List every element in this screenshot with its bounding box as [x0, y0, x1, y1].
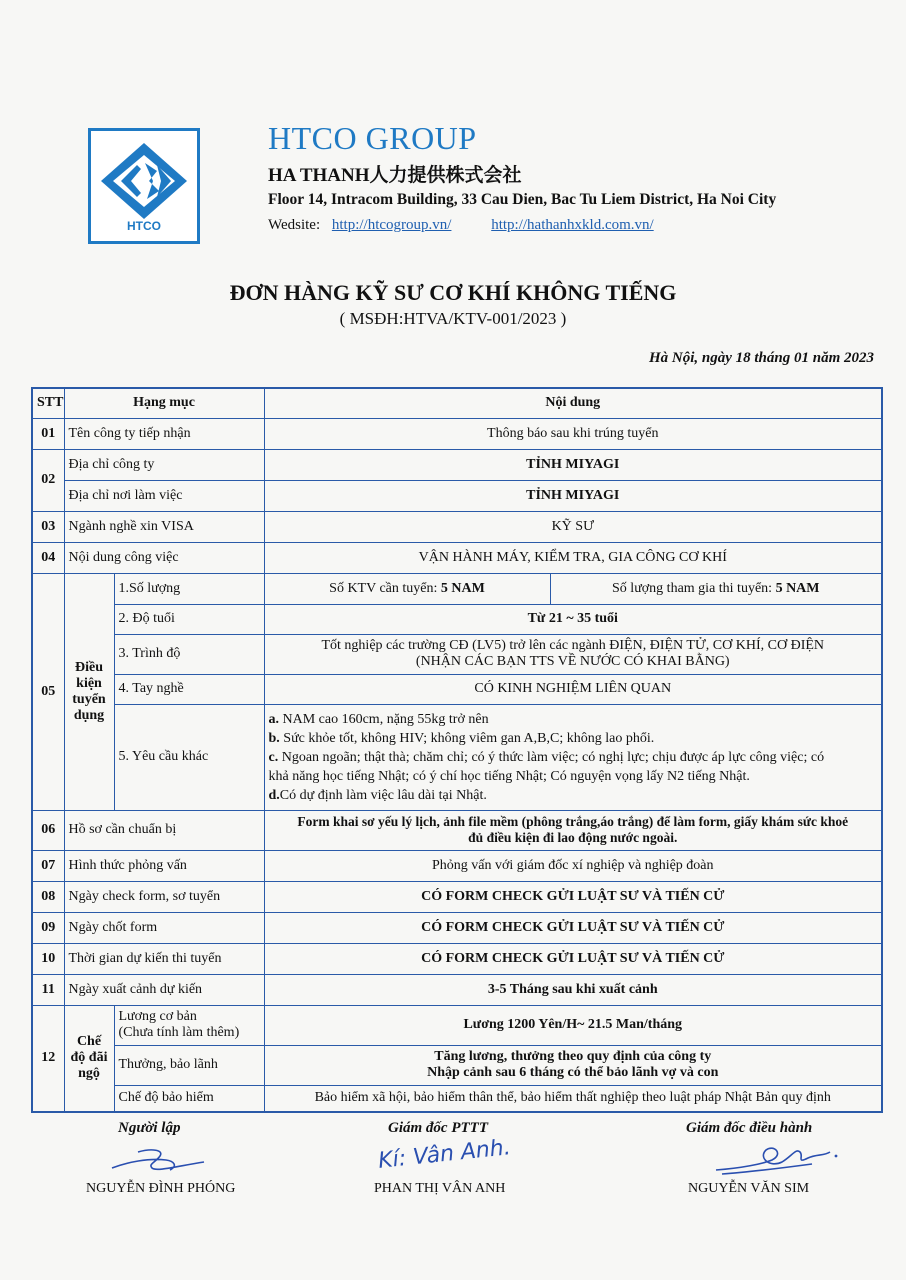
requirement-b-text: Sức khỏe tốt, không HIV; không viêm gan A,B,C; không lao phổi. — [279, 730, 655, 746]
row-label: Tên công ty tiếp nhận — [64, 418, 264, 449]
qty-exam-label: Số lượng tham gia thi tuyển: — [612, 580, 773, 596]
requirement-c-cont: khả năng học tiếng Nhật; có ý chí học tiếng Nhật; Có nguyện vọng lấy N2 tiếng Nhật. — [268, 768, 750, 784]
signature-1-image — [108, 1144, 218, 1180]
row-label: 5. Yêu cầu khác — [114, 704, 264, 810]
row-value: Từ 21 ~ 35 tuổi — [264, 604, 882, 634]
table-row — [32, 1085, 882, 1112]
row-label: 3. Trình độ — [114, 634, 264, 674]
company-subtitle: HA THANH人力提供株式会社 — [268, 165, 522, 186]
requirement-c-key: c. — [268, 749, 279, 765]
row-label: Ngày xuất cảnh dự kiến — [64, 974, 264, 1005]
table-row — [32, 810, 882, 850]
salary-label-2: (Chưa tính làm thêm) — [118, 1025, 240, 1040]
salary-label — [114, 1005, 264, 1045]
table-row — [32, 974, 882, 1005]
signer-2-role: Giám đốc PTTT — [388, 1120, 488, 1136]
row-value: TỈNH MIYAGI — [264, 480, 882, 511]
requirement-c-text-1: Ngoan ngoãn; thật thà; chăm chỉ; có ý thức làm việc; có nghị lực; chịu được áp lực công việc; có — [278, 749, 825, 765]
row-value: CÓ FORM CHECK GỬI LUẬT SƯ VÀ TIẾN CỬ — [264, 881, 882, 912]
row-stt: 06 — [32, 810, 64, 850]
document-code: ( MSĐH:HTVA/KTV-001/2023 ) — [339, 309, 567, 328]
signer-3-role: Giám đốc điều hành — [686, 1120, 813, 1136]
table-row — [32, 480, 882, 511]
group-label-benefits: Chế độ đãi ngộ — [64, 1005, 114, 1112]
qty-exam-value: 5 NAM — [775, 580, 820, 596]
documents-line-1: Form khai sơ yếu lý lịch, ảnh file mềm (phông trắng,áo trắng) để làm form, giấy khám sức khoẻ — [297, 814, 849, 829]
row-label: Thưởng, bảo lãnh — [114, 1045, 264, 1085]
row-label: 2. Độ tuổi — [114, 604, 264, 634]
signer-1-role: Người lập — [118, 1120, 181, 1136]
row-stt: 08 — [32, 881, 64, 912]
table-row — [32, 674, 882, 704]
table-row — [32, 542, 882, 573]
table-header-row — [32, 388, 882, 418]
row-stt: 11 — [32, 974, 64, 1005]
insurance-value: Bảo hiểm xã hội, bảo hiểm thân thể, bảo hiểm thất nghiệp theo luật pháp Nhật Bản quy định — [264, 1085, 882, 1112]
table-row — [32, 418, 882, 449]
row-value-other-requirements — [264, 704, 882, 810]
row-stt: 05 — [32, 573, 64, 810]
company-websites — [268, 217, 690, 234]
requirement-a — [269, 710, 878, 729]
document-date: Hà Nội, ngày 18 tháng 01 năm 2023 — [648, 350, 874, 366]
salary-label-1: Lương cơ bản — [118, 1009, 197, 1024]
requirement-d-text: Có dự định làm việc lâu dài tại Nhật. — [279, 787, 487, 803]
signature-2-handwriting: Kí: Vân Anh. — [377, 1135, 512, 1174]
header-content: Nội dung — [264, 388, 882, 418]
qty-exam — [550, 573, 882, 604]
table-row — [32, 1005, 882, 1045]
signer-1-name: NGUYỄN ĐÌNH PHÓNG — [86, 1181, 236, 1196]
table-row — [32, 943, 882, 974]
header-stt: STT — [32, 388, 64, 418]
group-label-conditions: Điều kiện tuyển dụng — [64, 573, 114, 810]
company-logo — [88, 128, 200, 244]
row-value: Thông báo sau khi trúng tuyển — [264, 418, 882, 449]
row-label: Chế độ bảo hiểm — [114, 1085, 264, 1112]
requirement-c — [269, 748, 878, 767]
row-label: Nội dung công việc — [64, 542, 264, 573]
requirement-a-key: a. — [268, 711, 279, 727]
documents-line-2: đủ điều kiện đi lao động nước ngoài. — [468, 830, 678, 845]
requirement-a-text: NAM cao 160cm, nặng 55kg trở nên — [279, 711, 489, 727]
logo-text: HTCO — [127, 219, 161, 233]
qty-needed-value: 5 NAM — [440, 580, 485, 596]
row-value: CÓ KINH NGHIỆM LIÊN QUAN — [264, 674, 882, 704]
logo-emblem-icon — [97, 141, 191, 221]
requirement-b — [269, 729, 878, 748]
header-category: Hạng mục — [64, 388, 264, 418]
row-stt: 01 — [32, 418, 64, 449]
row-value: CÓ FORM CHECK GỬI LUẬT SƯ VÀ TIẾN CỬ — [264, 912, 882, 943]
bonus-line-2: Nhập cảnh sau 6 tháng có thể bảo lãnh vợ và con — [427, 1065, 719, 1080]
table-row — [32, 704, 882, 810]
row-value: TỈNH MIYAGI — [264, 449, 882, 480]
table-row — [32, 634, 882, 674]
row-label: Hình thức phỏng vấn — [64, 850, 264, 881]
row-stt: 04 — [32, 542, 64, 573]
signer-3-name: NGUYỄN VĂN SIM — [688, 1181, 810, 1196]
row-value-documents — [264, 810, 882, 850]
document-title: ĐƠN HÀNG KỸ SƯ CƠ KHÍ KHÔNG TIẾNG — [229, 280, 677, 305]
row-stt: 09 — [32, 912, 64, 943]
row-label: 1.Số lượng — [114, 573, 264, 604]
row-label: Hồ sơ cần chuẩn bị — [64, 810, 264, 850]
education-line-1: Tốt nghiệp các trường CĐ (LV5) trở lên các ngành ĐIỆN, ĐIỆN TỬ, CƠ KHÍ, CƠ ĐIỆN — [321, 638, 825, 653]
row-label: Ngày chốt form — [64, 912, 264, 943]
row-stt: 10 — [32, 943, 64, 974]
qty-needed-label: Số KTV cần tuyển: — [329, 580, 438, 596]
row-stt: 03 — [32, 511, 64, 542]
row-value: 3-5 Tháng sau khi xuất cảnh — [264, 974, 882, 1005]
website-label: Wedsite: — [268, 217, 321, 233]
company-name: HTCO GROUP — [268, 120, 477, 156]
row-value: CÓ FORM CHECK GỬI LUẬT SƯ VÀ TIẾN CỬ — [264, 943, 882, 974]
row-label: Địa chỉ công ty — [64, 449, 264, 480]
table-row — [32, 449, 882, 480]
row-label: Ngày check form, sơ tuyển — [64, 881, 264, 912]
bonus-value — [264, 1045, 882, 1085]
requirement-d — [269, 786, 878, 805]
row-value: KỸ SƯ — [264, 511, 882, 542]
row-stt: 07 — [32, 850, 64, 881]
row-label: Thời gian dự kiến thi tuyển — [64, 943, 264, 974]
qty-needed — [264, 573, 550, 604]
company-address: Floor 14, Intracom Building, 33 Cau Dien, Bac Tu Liem District, Ha Noi City — [268, 191, 777, 208]
row-value: VẬN HÀNH MÁY, KIỂM TRA, GIA CÔNG CƠ KHÍ — [264, 542, 882, 573]
row-stt: 12 — [32, 1005, 64, 1112]
row-stt: 02 — [32, 449, 64, 511]
table-row — [32, 850, 882, 881]
table-row — [32, 881, 882, 912]
requirement-d-key: d. — [268, 787, 280, 803]
row-value: Phỏng vấn với giám đốc xí nghiệp và nghiệp đoàn — [264, 850, 882, 881]
order-table — [31, 387, 883, 1113]
table-row — [32, 573, 882, 604]
row-label: Ngành nghề xin VISA — [64, 511, 264, 542]
table-row — [32, 604, 882, 634]
website-link-2[interactable]: http://hathanhxkld.com.vn/ — [491, 217, 654, 233]
requirement-b-key: b. — [268, 730, 280, 746]
table-row — [32, 1045, 882, 1085]
signer-2-name: PHAN THỊ VÂN ANH — [374, 1181, 506, 1196]
table-row — [32, 511, 882, 542]
row-value-education — [264, 634, 882, 674]
signature-3-image — [712, 1138, 842, 1180]
row-label: 4. Tay nghề — [114, 674, 264, 704]
education-line-2: (NHẬN CÁC BẠN TTS VỀ NƯỚC CÓ KHAI BẰNG) — [415, 654, 730, 669]
table-row — [32, 912, 882, 943]
bonus-line-1: Tăng lương, thưởng theo quy định của công ty — [434, 1049, 712, 1064]
salary-value: Lương 1200 Yên/H~ 21.5 Man/tháng — [264, 1005, 882, 1045]
website-link-1[interactable]: http://htcogroup.vn/ — [331, 217, 452, 233]
row-label: Địa chỉ nơi làm việc — [64, 480, 264, 511]
